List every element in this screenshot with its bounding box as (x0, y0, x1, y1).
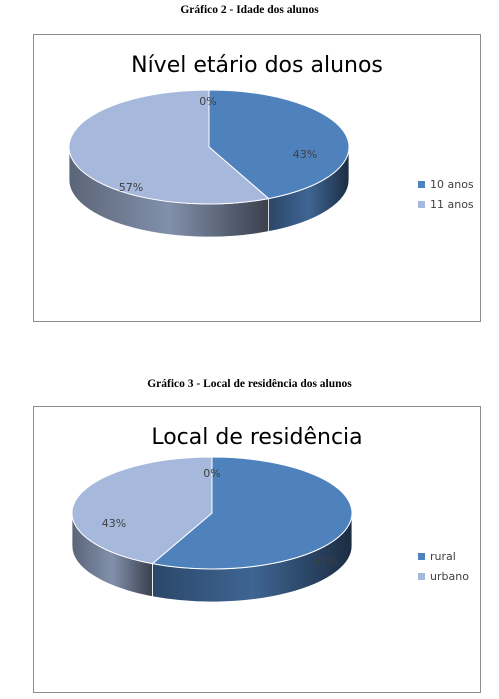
chart-1-container (33, 34, 481, 322)
chart-2-data-label: 43% (101, 517, 127, 530)
chart-2-data-label: 57% (313, 555, 339, 568)
chart-1-title: Nível etário dos alunos (131, 53, 383, 78)
chart-2-caption: Gráfico 3 - Local de residência dos alunos (147, 378, 352, 390)
chart-1-legend-label: 10 anos (430, 178, 474, 191)
chart-1-pie (34, 35, 480, 321)
chart-2-legend-label: rural (430, 550, 456, 563)
chart-2-data-label: 0% (203, 467, 221, 480)
chart-2-legend-swatch (418, 573, 425, 580)
chart-1-legend-label: 11 anos (430, 198, 474, 211)
chart-2-container (33, 406, 481, 693)
chart-1-legend-swatch (418, 201, 425, 208)
chart-2-pie (34, 407, 480, 692)
chart-1-data-label: 43% (292, 148, 318, 161)
chart-1-legend-swatch (418, 181, 425, 188)
chart-1-caption: Gráfico 2 - Idade dos alunos (180, 4, 319, 16)
chart-1-data-label: 57% (118, 181, 144, 194)
chart-1-data-label: 0% (199, 95, 217, 108)
chart-2-legend-label: urbano (430, 570, 469, 583)
chart-2-legend-swatch (418, 553, 425, 560)
chart-2-title: Local de residência (151, 425, 363, 450)
